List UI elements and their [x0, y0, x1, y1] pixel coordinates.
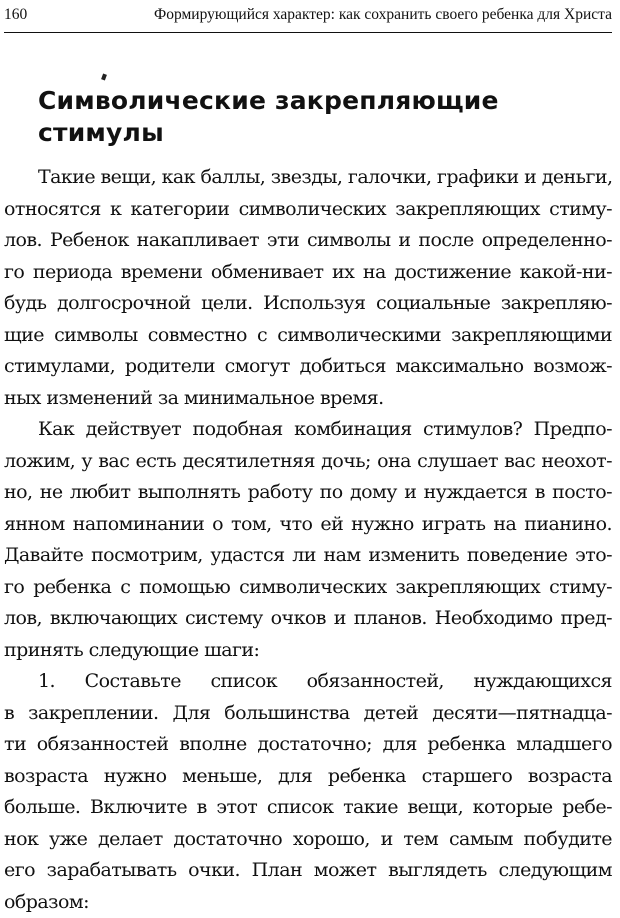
- text-line: Как действует подобная комбинация стимулов? Предпо-: [4, 414, 612, 446]
- text-line: янном напоминании о том, что ей нужно играть на пианино.: [4, 509, 612, 541]
- running-header-title: Формирующийся характер: как сохранить своего ребенка для Христа: [62, 6, 612, 24]
- body-text: [4, 162, 612, 918]
- text-line: лов, включающих систему очков и планов. Необходимо пред-: [4, 603, 612, 635]
- text-line: Такие вещи, как баллы, звезды, галочки, графики и деньги,: [4, 162, 612, 194]
- text-line: будь долгосрочной цели. Используя социальные закрепляю-: [4, 288, 612, 320]
- header-rule: [4, 32, 612, 33]
- text-line: больше. Включите в этот список такие вещи, которые ребе-: [4, 792, 612, 824]
- text-line: нок уже делает достаточно хорошо, и тем самым побудите: [4, 824, 612, 856]
- running-header: [4, 6, 612, 24]
- section-heading: Символические закрепляющие стимулы: [38, 85, 578, 149]
- text-line: го периода времени обменивает их на достижение какой-ни-: [4, 257, 612, 289]
- text-line: ти обязанностей вполне достаточно; для ребенка младшего: [4, 729, 612, 761]
- text-line: образом:: [4, 887, 612, 918]
- text-line: в закреплении. Для большинства детей десяти—пятнадца-: [4, 698, 612, 730]
- text-line: 1. Составьте список обязанностей, нуждающихся: [4, 666, 612, 698]
- stray-ink-mark: [101, 73, 107, 80]
- text-line: го ребенка с помощью символических закрепляющих стиму-: [4, 572, 612, 604]
- text-line: лов. Ребенок накапливает эти символы и после определенно-: [4, 225, 612, 257]
- text-line: ных изменений за минимальное время.: [4, 383, 612, 415]
- paragraph-step-1: [4, 666, 612, 918]
- text-line: его зарабатывать очки. План может выглядеть следующим: [4, 855, 612, 887]
- text-line: относятся к категории символических закрепляющих стиму-: [4, 194, 612, 226]
- text-line: щие символы совместно с символическими закрепляющими: [4, 320, 612, 352]
- text-line: Давайте посмотрим, удастся ли нам изменить поведение это-: [4, 540, 612, 572]
- paragraph-symbolic-stimuli: [4, 162, 612, 414]
- page-number: 160: [4, 6, 62, 24]
- text-line: но, не любит выполнять работу по дому и нуждается в посто-: [4, 477, 612, 509]
- text-line: ложим, у вас есть десятилетняя дочь; она слушает вас неохот-: [4, 446, 612, 478]
- text-line: принять следующие шаги:: [4, 635, 612, 667]
- text-line: возраста нужно меньше, для ребенка старшего возраста: [4, 761, 612, 793]
- text-line: стимулами, родители смогут добиться максимально возмож-: [4, 351, 612, 383]
- paragraph-example: [4, 414, 612, 666]
